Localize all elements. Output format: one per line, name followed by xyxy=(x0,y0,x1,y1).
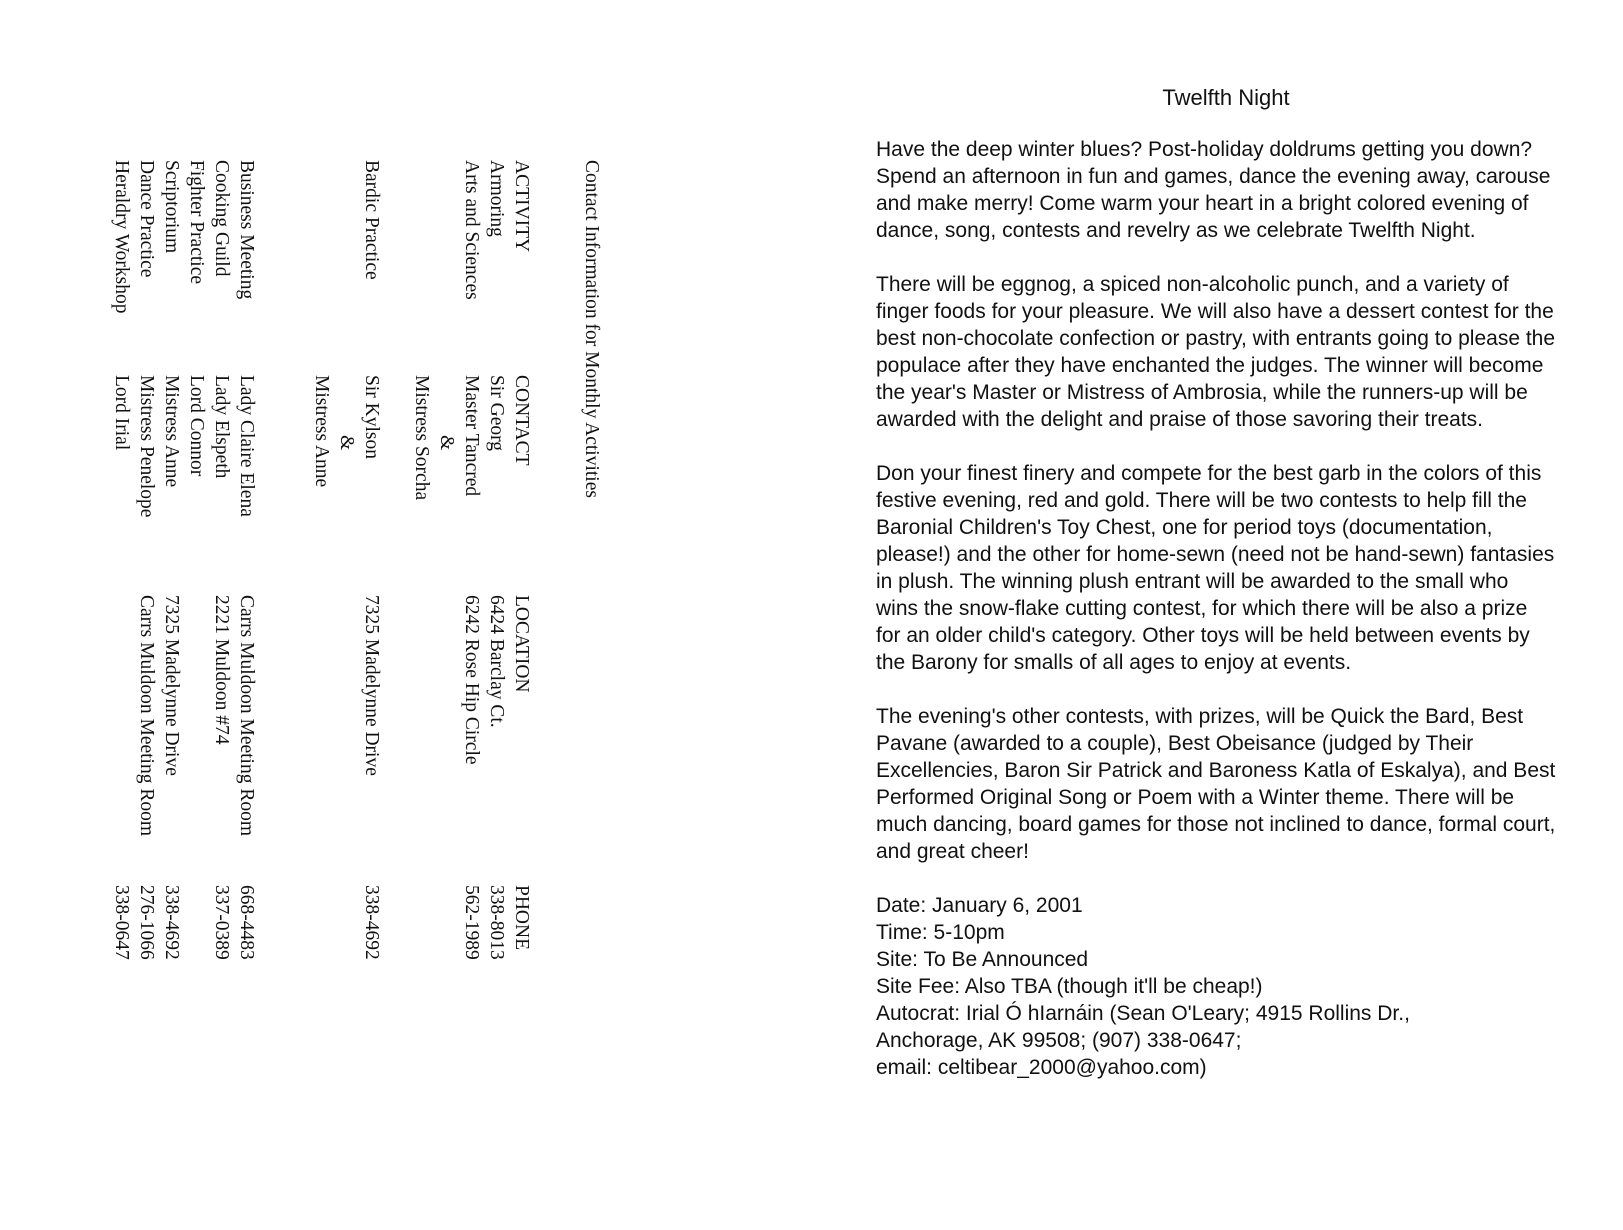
activity-cell: Arts and Sciences xyxy=(461,160,482,300)
header-phone: PHONE xyxy=(511,885,532,951)
contact-cell: Lady Claire Elena xyxy=(236,375,257,517)
location-cell xyxy=(334,595,359,836)
phone-cell: 337-0389 xyxy=(211,885,232,960)
activity-cell: Bardic Practice xyxy=(361,160,382,280)
activity-cell xyxy=(384,160,409,314)
phone-cell: 276-1066 xyxy=(136,885,157,960)
contact-cell: Master Tancred xyxy=(461,375,482,497)
flyer-paragraph: Don your finest finery and compete for the best garb in the colors of this festive evening, red and gold. There will be two contests to help fill the Baronial Children's Toy Chest, one for period toys (documentation, please!) and the other for home-sewn (need not be hand-sewn) fantasies in plush. The winning plush entrant will be awarded to the small who wins the snow-flake cutting contest, for which there will be also a prize for an older child's category. Other toys will be held between events by the Barony for smalls of all ages to enjoy at events. xyxy=(876,462,1555,674)
location-cell xyxy=(309,595,334,836)
flyer-title: Twelfth Night xyxy=(1162,85,1290,110)
contact-cell: Lady Elspeth xyxy=(211,375,232,479)
contact-cell: Mistress Anne xyxy=(161,375,182,488)
contact-cell: & xyxy=(436,435,457,451)
location-cell: Carrs Muldoon Meeting Room xyxy=(236,595,257,837)
flyer-paragraph: Have the deep winter blues? Post-holiday doldrums getting you down? Spend an afternoon in fun and games, dance the evening away, carouse and make merry! Come warm your heart in a bright colored evening of dance, song, contests and revelry as we celebrate Twelfth Night. xyxy=(876,138,1551,242)
contact-cell: Lord Connor xyxy=(186,375,207,477)
header-contact: CONTACT xyxy=(511,375,532,466)
contact-cell: & xyxy=(336,435,357,451)
phone-cell: 338-4692 xyxy=(161,885,182,960)
location-cell xyxy=(384,595,409,836)
activity-cell xyxy=(434,160,459,314)
location-cell xyxy=(184,595,209,836)
activity-cell: Business Meeting xyxy=(236,160,257,300)
location-cell xyxy=(434,595,459,836)
phone-cell xyxy=(309,885,334,960)
activity-cell: Cooking Guild xyxy=(211,160,232,277)
contact-sheet-title: Contact Information for Monthly Activities xyxy=(581,160,602,498)
header-activity: ACTIVITY xyxy=(511,160,532,253)
header-location: LOCATION xyxy=(511,595,532,693)
location-cell xyxy=(109,595,134,836)
event-date: Date: January 6, 2001 xyxy=(876,894,1083,917)
flyer xyxy=(876,80,1556,1081)
activity-column xyxy=(109,160,509,314)
phone-cell: 668-4483 xyxy=(236,885,257,960)
contact-cell: Mistress Penelope xyxy=(136,375,157,518)
location-column xyxy=(109,595,509,836)
phone-cell xyxy=(184,885,209,960)
event-site-fee: Site Fee: Also TBA (though it'll be cheap!) xyxy=(876,975,1263,998)
activity-cell xyxy=(309,160,334,314)
event-site: Site: To Be Announced xyxy=(876,948,1089,971)
location-cell: 7325 Madelynne Drive xyxy=(361,595,382,776)
contact-cell: Lord Irial xyxy=(111,375,132,451)
activity-cell: Armoring xyxy=(486,160,507,237)
location-cell: Carrs Muldoon Meeting Room xyxy=(136,595,157,837)
phone-cell xyxy=(434,885,459,960)
phone-cell xyxy=(384,885,409,960)
contact-cell: Mistress Anne xyxy=(311,375,332,488)
location-cell xyxy=(409,595,434,836)
activity-cell: Scriptorium xyxy=(161,160,182,254)
contact-cell xyxy=(284,375,309,517)
event-autocrat: Autocrat: Irial Ó hIarnáin (Sean O'Leary; 4915 Rollins Dr., xyxy=(876,1002,1410,1025)
contact-cell: Sir Kylson xyxy=(361,375,382,459)
activity-cell xyxy=(284,160,309,314)
activity-cell xyxy=(409,160,434,314)
activity-cell: Heraldry Workshop xyxy=(111,160,132,314)
event-email: email: celtibear_2000@yahoo.com) xyxy=(876,1056,1207,1079)
event-details xyxy=(876,892,1556,1081)
location-cell xyxy=(259,595,284,836)
phone-cell xyxy=(334,885,359,960)
location-cell: 2221 Muldoon #74 xyxy=(211,595,232,745)
location-cell: 7325 Madelynne Drive xyxy=(161,595,182,776)
phone-cell: 338-4692 xyxy=(361,885,382,960)
contact-sheet xyxy=(111,155,604,1105)
event-time: Time: 5-10pm xyxy=(876,921,1005,944)
phone-cell xyxy=(284,885,309,960)
phone-cell: 338-8013 xyxy=(486,885,507,960)
flyer-paragraph: There will be eggnog, a spiced non-alcoholic punch, and a variety of finger foods for your pleasure. We will also have a dessert contest for the best non-chocolate confection or pastry, with entrants going to please the populace after they have enchanted the judges. The winner will become the year's Master or Mistress of Ambrosia, while the runners-up will be awarded with the delight and praise of those savoring their treats. xyxy=(876,273,1556,431)
phone-cell xyxy=(259,885,284,960)
location-cell xyxy=(284,595,309,836)
contact-column xyxy=(109,375,509,517)
event-autocrat-address: Anchorage, AK 99508; (907) 338-0647; xyxy=(876,1029,1242,1052)
activity-cell: Fighter Practice xyxy=(186,160,207,284)
phone-cell: 562-1989 xyxy=(461,885,482,960)
activity-cell xyxy=(334,160,359,314)
contact-cell xyxy=(384,375,409,517)
activity-cell: Dance Practice xyxy=(136,160,157,278)
activity-cell xyxy=(259,160,284,314)
phone-column xyxy=(109,885,509,960)
flyer-paragraph: The evening's other contests, with prizes, will be Quick the Bard, Best Pavane (awarded to a couple), Best Obeisance (judged by Their Excellencies, Baron Sir Patrick and Baroness Katla of Eskalya), and Best Performed Original Song or Poem with a Winter theme. There will be much dancing, board games for those not inclined to dance, formal court, and great cheer! xyxy=(876,705,1556,863)
contact-cell: Mistress Sorcha xyxy=(411,375,432,501)
contact-cell xyxy=(259,375,284,517)
contact-cell: Sir Georg xyxy=(486,375,507,452)
location-cell: 6424 Barclay Ct. xyxy=(486,595,507,728)
phone-cell xyxy=(409,885,434,960)
location-cell: 6242 Rose Hip Circle xyxy=(461,595,482,765)
phone-cell: 338-0647 xyxy=(111,885,132,960)
